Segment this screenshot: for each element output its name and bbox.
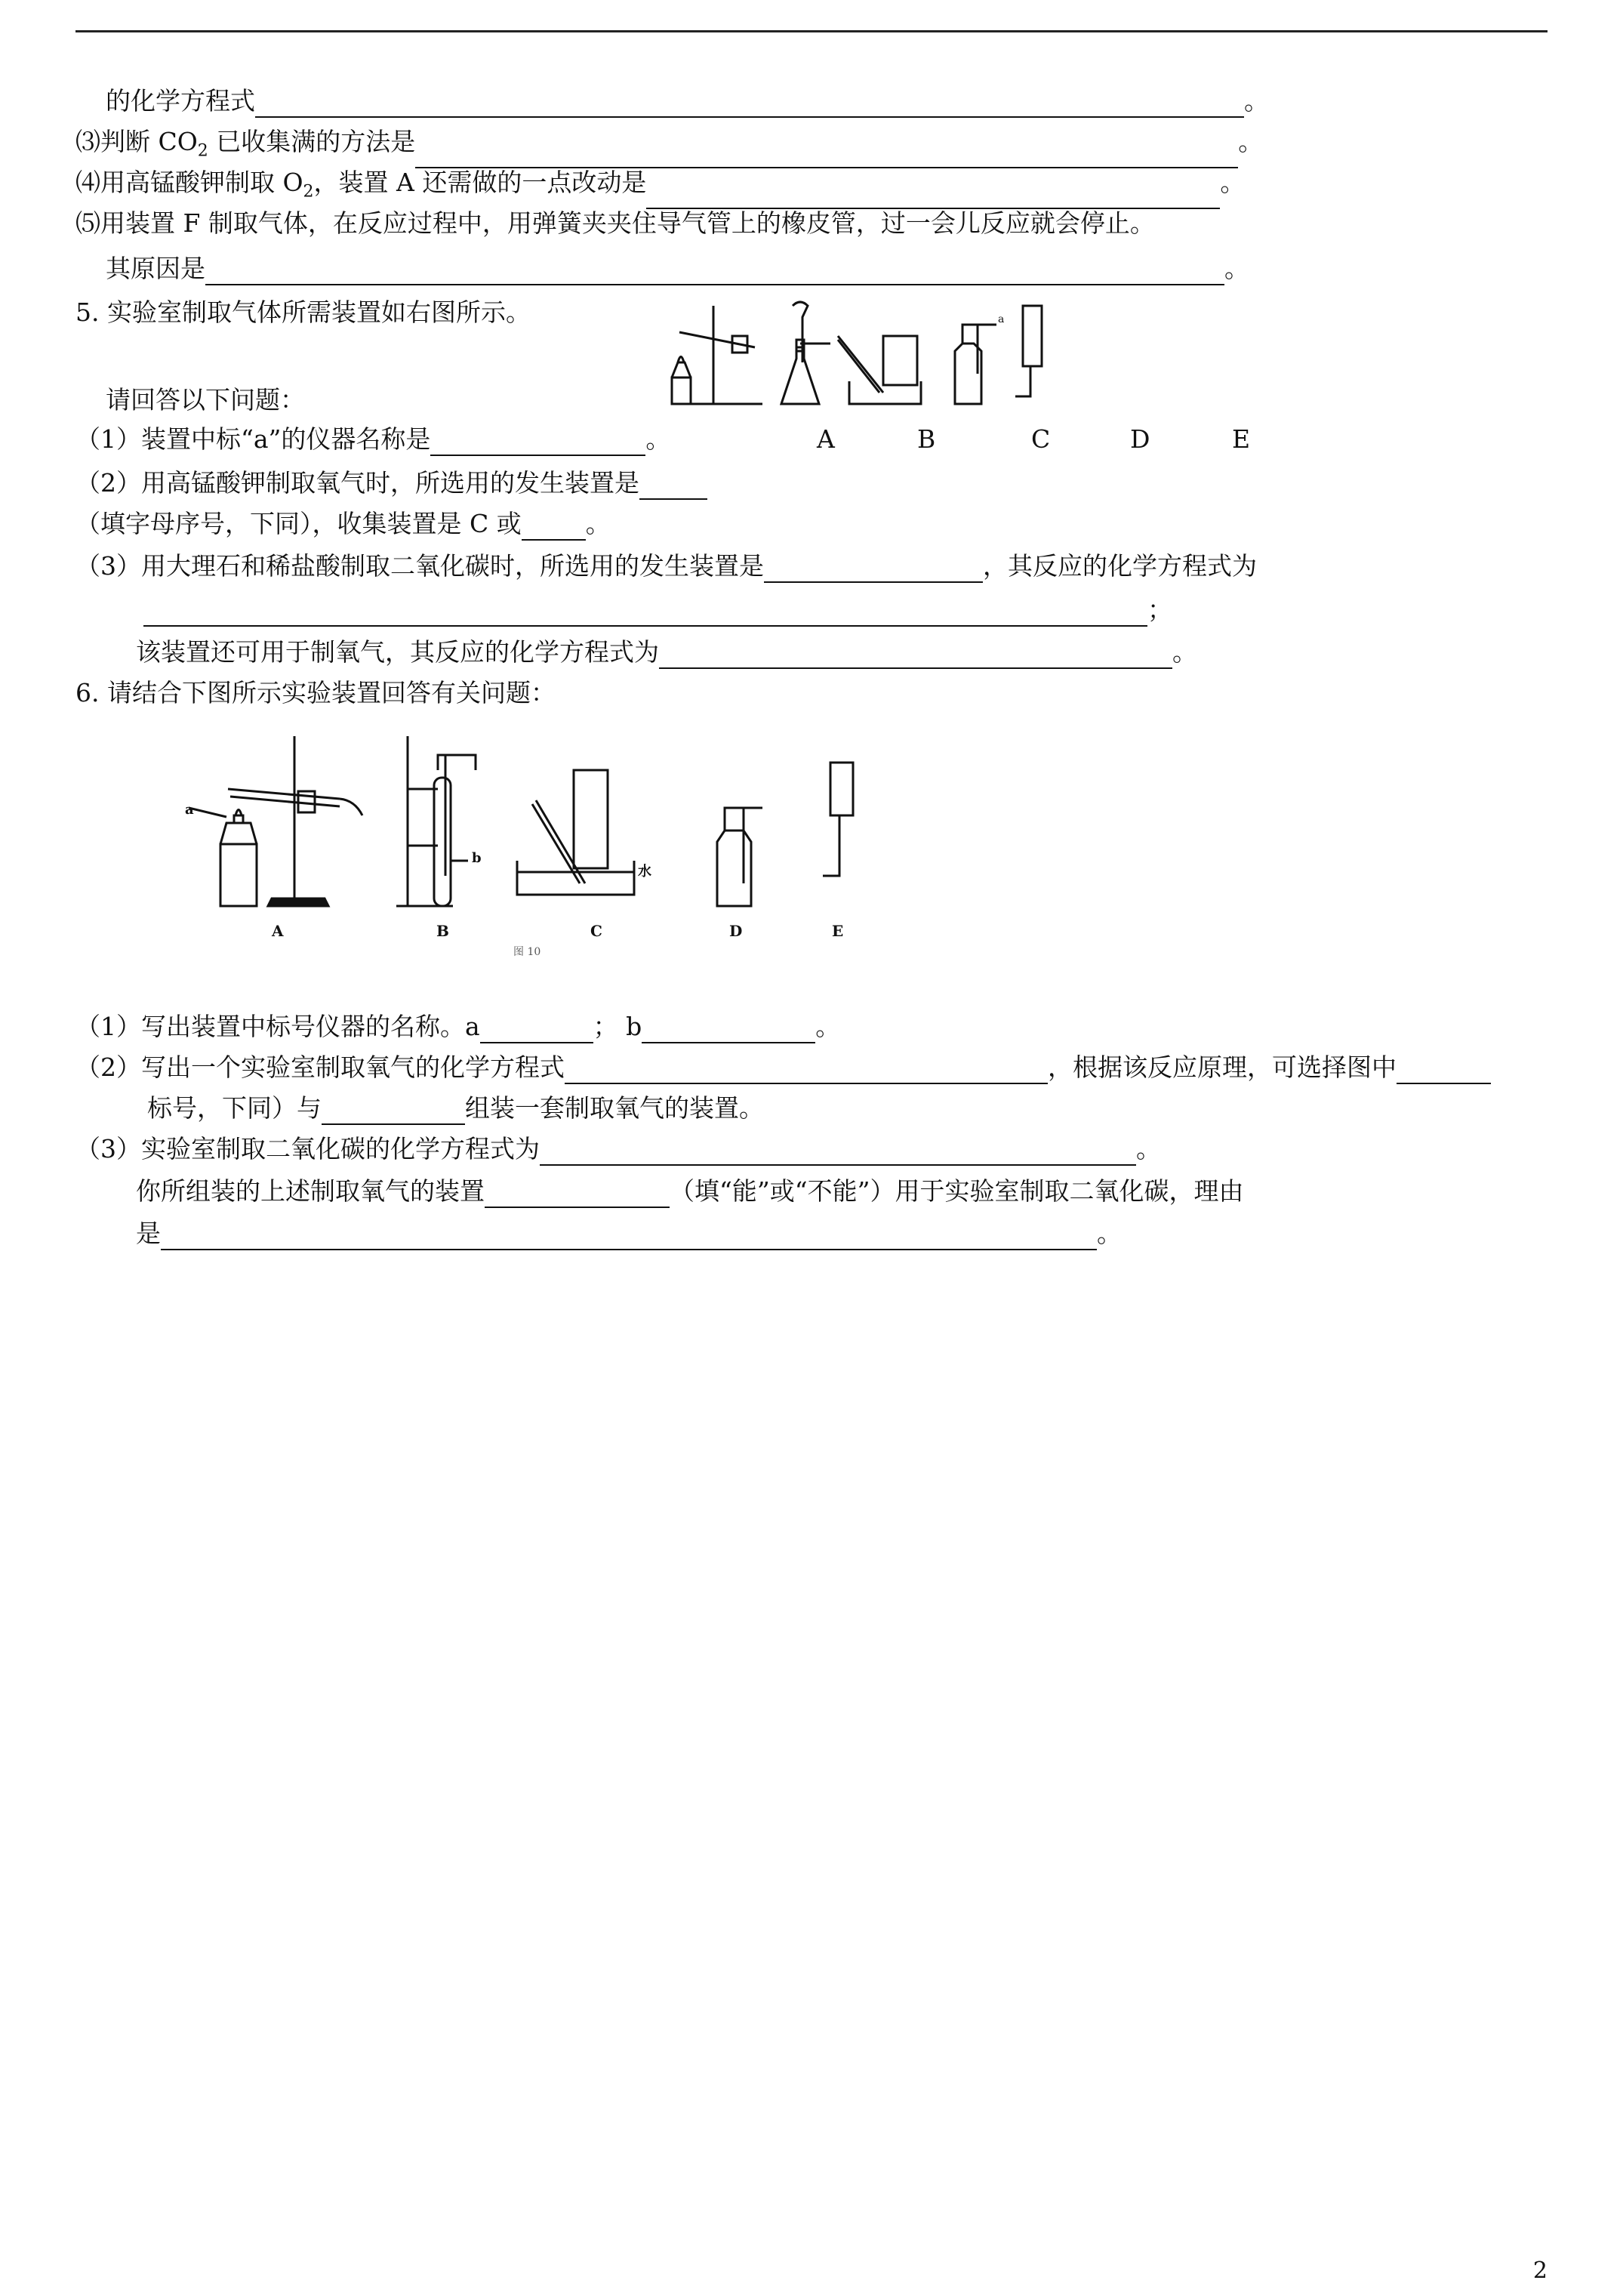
answer-blank[interactable]: [255, 91, 1244, 118]
q6-sub1: （1）写出装置中标号仪器的名称。a ； b 。: [75, 1010, 840, 1043]
q6-sub2: （2）写出一个实验室制取氧气的化学方程式 ，根据该反应原理，可选择图中: [75, 1051, 1491, 1084]
q5-sub3-eqn: ；: [143, 593, 1172, 627]
answer-blank[interactable]: [480, 1016, 593, 1043]
q4-line-3: ⑷用高锰酸钾制取 $O_2$，装置 A 还需做的一点改动是 。: [75, 166, 1245, 209]
answer-blank[interactable]: [639, 473, 707, 500]
q6-sub2-cont: 标号，下同）与 组装一套制取氧气的装置。: [147, 1092, 764, 1125]
apparatus-label: A: [817, 424, 835, 454]
fig-label: E: [832, 922, 844, 940]
label-water: 水: [638, 864, 651, 880]
q5-apparatus-figure: [657, 291, 1110, 411]
q4-line-2: ⑶判断 $CO_2$ 已收集满的方法是 。: [75, 125, 1263, 168]
q5-sub3: （3）用大理石和稀盐酸制取二氧化碳时，所选用的发生装置是 ，其反应的化学方程式为: [75, 550, 1257, 583]
answer-blank[interactable]: [485, 1181, 670, 1208]
apparatus-label: E: [1232, 424, 1251, 454]
q5-sub1: （1）装置中标“a”的仪器名称是 。: [75, 423, 670, 456]
fig-label: B: [436, 922, 449, 940]
header-rule: [75, 30, 1548, 32]
fig-label: A: [272, 922, 284, 940]
answer-blank[interactable]: [540, 1139, 1136, 1166]
fig-label: C: [590, 922, 602, 940]
q4-line-5: 其原因是 。: [106, 252, 1249, 285]
fig-label: D: [729, 922, 743, 940]
q5-sub2-cont: （填字母序号，下同），收集装置是 C 或 。: [75, 507, 611, 541]
q6-apparatus-figure: [181, 725, 861, 966]
answer-blank[interactable]: [642, 1016, 815, 1043]
answer-blank[interactable]: [565, 1057, 1048, 1084]
answer-blank[interactable]: [415, 141, 1238, 168]
label-a: a: [185, 802, 194, 818]
apparatus-label: C: [1031, 424, 1051, 454]
apparatus-label: D: [1130, 424, 1150, 454]
q6-sub5: 是 。: [136, 1217, 1122, 1250]
answer-blank[interactable]: [322, 1098, 465, 1125]
answer-blank[interactable]: [646, 182, 1220, 209]
label-b: b: [472, 850, 482, 866]
q6-title: 6. 请结合下图所示实验装置回答有关问题：: [75, 678, 556, 707]
answer-blank[interactable]: [143, 599, 1147, 627]
q5-prompt: 请回答以下问题：: [106, 385, 305, 415]
answer-blank[interactable]: [522, 513, 586, 541]
q4-line-1: 的化学方程式 。: [106, 85, 1269, 118]
answer-blank[interactable]: [659, 642, 1172, 669]
apparatus-label-a: a: [998, 313, 1005, 325]
answer-blank[interactable]: [1397, 1057, 1491, 1084]
page-number: 2: [1532, 2257, 1548, 2284]
apparatus-label: B: [917, 424, 936, 454]
q5-title: 5. 实验室制取气体所需装置如右图所示。: [75, 297, 531, 327]
figure-caption: 图 10: [513, 946, 541, 958]
q4-line-4: ⑸用装置 F 制取气体，在反应过程中，用弹簧夹夹住导气管上的橡皮管，过一会儿反应就会停止。: [75, 208, 1155, 238]
answer-blank[interactable]: [161, 1223, 1097, 1250]
answer-blank[interactable]: [430, 429, 645, 456]
q5-sub4: 该装置还可用于制氧气，其反应的化学方程式为 。: [136, 636, 1197, 669]
answer-blank[interactable]: [764, 556, 983, 583]
q6-sub4: 你所组装的上述制取氧气的装置 （填“能”或“不能”）用于实验室制取二氧化碳，理由: [136, 1175, 1243, 1208]
q6-sub3: （3）实验室制取二氧化碳的化学方程式为 。: [75, 1133, 1161, 1166]
answer-blank[interactable]: [205, 258, 1224, 285]
q5-sub2: （2）用高锰酸钾制取氧气时，所选用的发生装置是: [75, 467, 707, 500]
